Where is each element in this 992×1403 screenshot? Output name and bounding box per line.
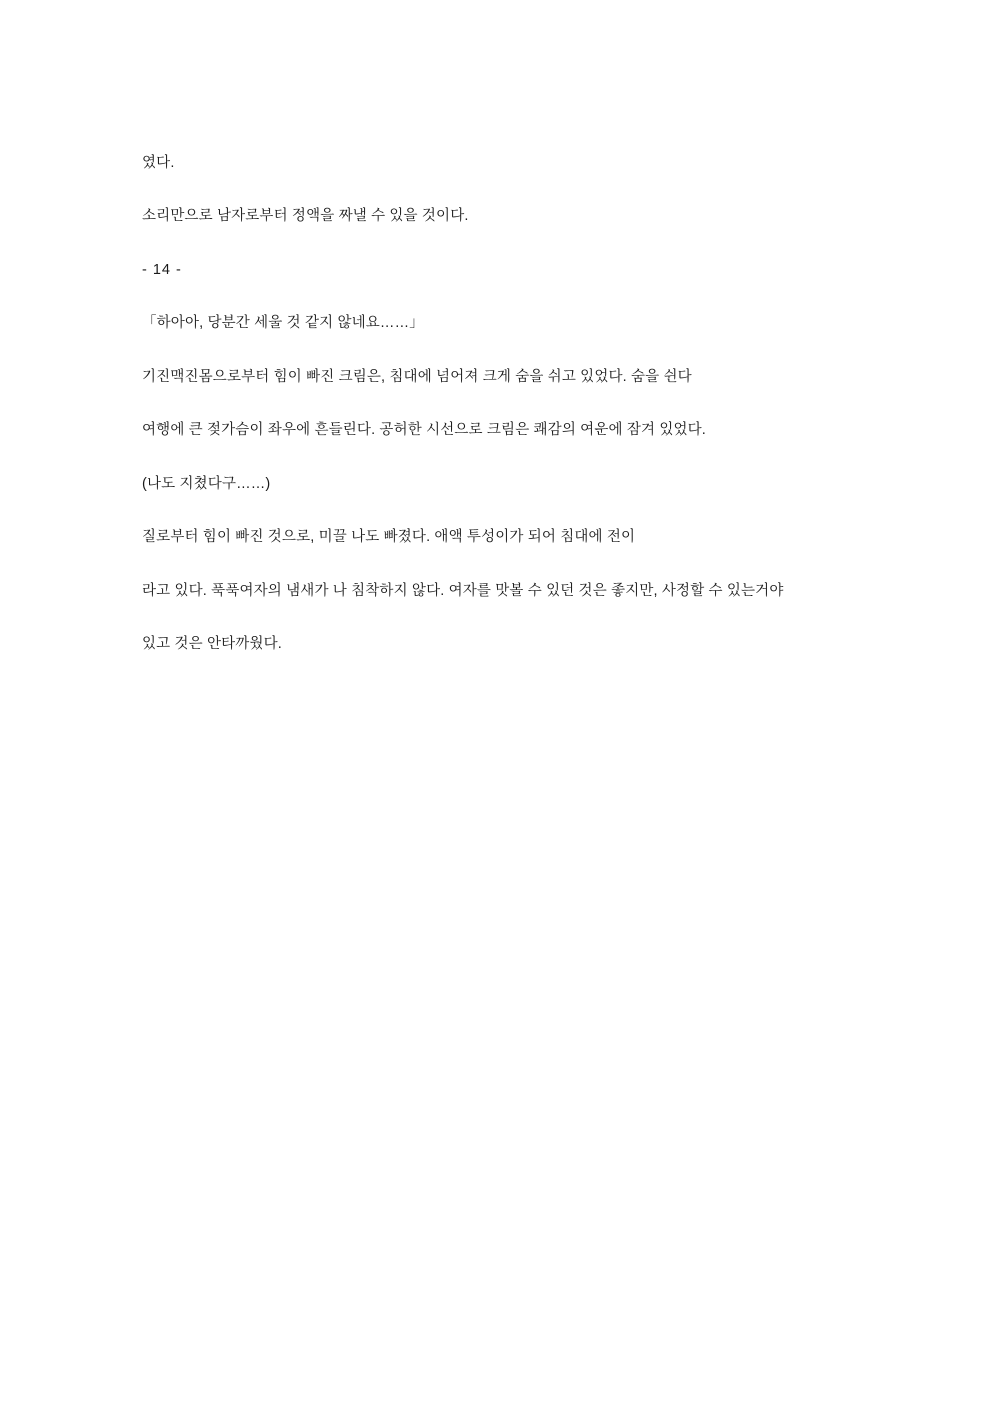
paragraph-9: 있고 것은 안타까웠다. bbox=[142, 636, 282, 653]
document-body bbox=[142, 152, 852, 657]
paragraph-1: 였다. bbox=[142, 155, 175, 171]
paragraph-8: 라고 있다. 푹푹여자의 냄새가 나 침착하지 않다. 여자를 맛볼 수 있던 것은 좋지만, 사정할 수 있는거야 bbox=[142, 582, 784, 599]
paragraph-7: 질로부터 힘이 빠진 것으로, 미끌 나도 빠졌다. 애액 투성이가 되어 침대에 전이 bbox=[142, 529, 636, 546]
paragraph-4: 기진맥진몸으로부터 힘이 빠진 크림은, 침대에 넘어져 크게 숨을 쉬고 있었다. 숨을 쉰다 bbox=[142, 368, 692, 385]
page-number-marker: - 14 - bbox=[142, 261, 182, 278]
paragraph-2: 소리만으로 남자로부터 정액을 짜낼 수 있을 것이다. bbox=[142, 208, 469, 225]
paragraph-3-dialogue: 「하아아, 당분간 세울 것 같지 않네요……」 bbox=[142, 315, 424, 332]
paragraph-6-thought: (나도 지쳤다구……) bbox=[142, 475, 271, 492]
paragraph-5: 여행에 큰 젖가슴이 좌우에 흔들린다. 공허한 시선으로 크림은 쾌감의 여운에 잠겨 있었다. bbox=[142, 422, 706, 439]
